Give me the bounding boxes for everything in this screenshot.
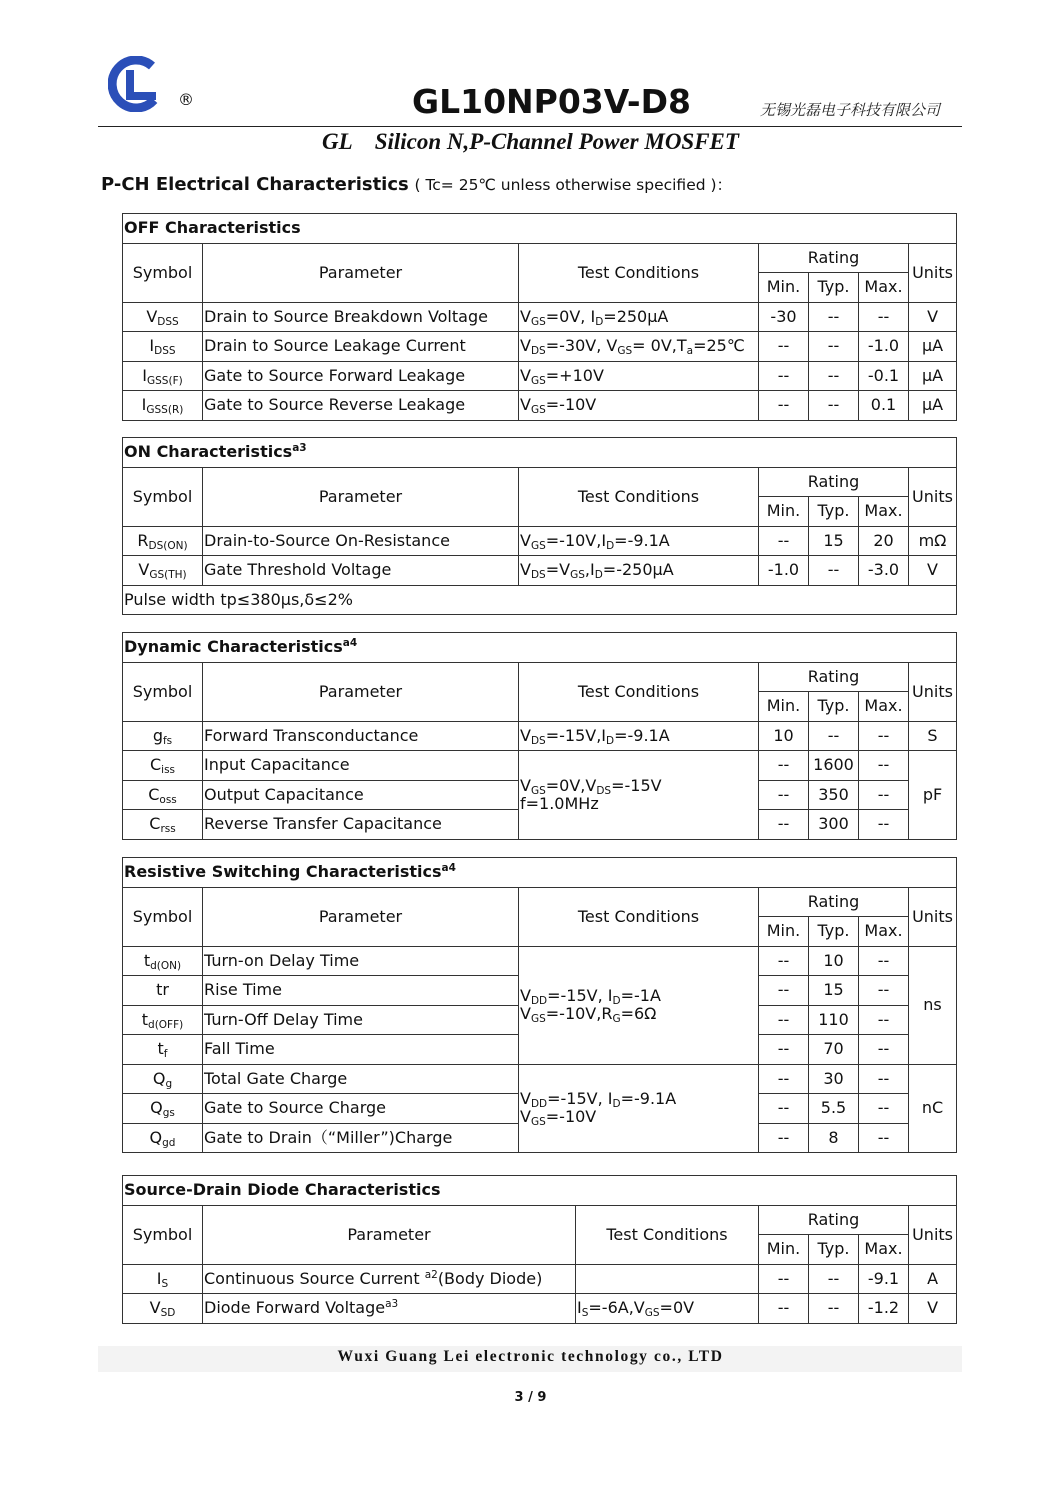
symbol-cell: $Q_g$ [123, 1064, 203, 1094]
min-cell: -- [759, 1294, 809, 1324]
col-max: Max. [859, 497, 909, 527]
min-cell: -- [759, 1005, 809, 1035]
col-typ: Typ. [809, 497, 859, 527]
table-title: OFF Characteristics [123, 214, 957, 244]
min-cell: 10 [759, 721, 809, 751]
symbol-cell: $t_{d(ON)}$ [123, 946, 203, 976]
condition-cell: $I_S=-6A,V_{GS}=0V$ [576, 1294, 759, 1324]
condition-cell: $V_{GS}=-10V,I_D=-9.1A$ [519, 526, 759, 556]
col-parameter: Parameter [203, 1205, 576, 1264]
min-cell: -- [759, 1123, 809, 1153]
min-cell: -- [759, 946, 809, 976]
parameter-cell: Gate to Source Reverse Leakage [203, 391, 519, 421]
max-cell: -9.1 [859, 1264, 909, 1294]
pulse-note: Pulse width tp≤380μs,δ≤2% [123, 585, 957, 615]
col-typ: Typ. [809, 692, 859, 722]
parameter-cell: Gate to Drain（“Miller”)Charge [203, 1123, 519, 1153]
symbol-cell: $I_{GSS(R)}$ [123, 391, 203, 421]
typ-cell: 110 [809, 1005, 859, 1035]
registered-mark: ® [178, 90, 194, 109]
company-name-cn: 无锡光磊电子科技有限公司 [760, 101, 941, 119]
col-max: Max. [859, 692, 909, 722]
col-test-conditions: Test Conditions [519, 243, 759, 302]
max-cell: -3.0 [859, 556, 909, 586]
symbol-cell: $Q_{gd}$ [123, 1123, 203, 1153]
typ-cell: -- [809, 1264, 859, 1294]
col-test-conditions: Test Conditions [519, 662, 759, 721]
switching-characteristics-table [122, 857, 957, 1153]
col-units: Units [909, 887, 957, 946]
symbol-cell: $V_{DSS}$ [123, 302, 203, 332]
min-cell: -- [759, 780, 809, 810]
typ-cell: 5.5 [809, 1094, 859, 1124]
max-cell: -- [859, 1094, 909, 1124]
symbol-cell: $I_S$ [123, 1264, 203, 1294]
table-title: Source-Drain Diode Characteristics [123, 1176, 957, 1206]
condition-cell: $V_{DD}=-15V$, $I_D=-1A$ $V_{GS}=-10V,R_G=6\Omega$ [519, 946, 759, 1064]
max-cell: -- [859, 1064, 909, 1094]
parameter-cell: Gate Threshold Voltage [203, 556, 519, 586]
min-cell: -- [759, 810, 809, 840]
unit-cell: S [909, 721, 957, 751]
symbol-cell: $Q_{gs}$ [123, 1094, 203, 1124]
unit-cell: mΩ [909, 526, 957, 556]
unit-cell: V [909, 556, 957, 586]
symbol-cell: $I_{DSS}$ [123, 332, 203, 362]
table-title: ON Characteristics$^{a3}$ [123, 438, 957, 468]
parameter-cell: Gate to Source Charge [203, 1094, 519, 1124]
parameter-cell: Input Capacitance [203, 751, 519, 781]
col-typ: Typ. [809, 1235, 859, 1265]
table-row [123, 361, 957, 391]
off-characteristics-table [122, 213, 957, 421]
symbol-cell: tr [123, 976, 203, 1006]
col-max: Max. [859, 1235, 909, 1265]
condition-cell: $V_{GS}=0V$, $I_D=250\mu A$ [519, 302, 759, 332]
symbol-cell: $C_{oss}$ [123, 780, 203, 810]
table-row [123, 1064, 957, 1094]
min-cell: -- [759, 361, 809, 391]
parameter-cell: Rise Time [203, 976, 519, 1006]
parameter-cell: Fall Time [203, 1035, 519, 1065]
min-cell: -- [759, 1094, 809, 1124]
typ-cell: -- [809, 721, 859, 751]
symbol-cell: $g_{fs}$ [123, 721, 203, 751]
col-test-conditions: Test Conditions [576, 1205, 759, 1264]
condition-cell [576, 1264, 759, 1294]
diode-characteristics-table [122, 1175, 957, 1324]
typ-cell: 350 [809, 780, 859, 810]
table-row [123, 302, 957, 332]
min-cell: -30 [759, 302, 809, 332]
symbol-cell: $R_{DS(ON)}$ [123, 526, 203, 556]
symbol-cell: $t_f$ [123, 1035, 203, 1065]
table-row [123, 721, 957, 751]
min-cell: -- [759, 332, 809, 362]
table-row [123, 391, 957, 421]
min-cell: -- [759, 751, 809, 781]
unit-cell: nC [909, 1064, 957, 1153]
typ-cell: 15 [809, 976, 859, 1006]
section-condition: ( Tc= 25℃ unless otherwise specified )： [414, 176, 733, 194]
table-row [123, 946, 957, 976]
header-divider [98, 126, 962, 127]
col-rating: Rating [759, 243, 909, 273]
footer-company: Wuxi Guang Lei electronic technology co., LTD [337, 1348, 724, 1365]
on-characteristics-table [122, 437, 957, 615]
typ-cell: -- [809, 361, 859, 391]
unit-cell: V [909, 1294, 957, 1324]
typ-cell: 70 [809, 1035, 859, 1065]
col-typ: Typ. [809, 917, 859, 947]
min-cell: -- [759, 391, 809, 421]
table-row [123, 1294, 957, 1324]
max-cell: 0.1 [859, 391, 909, 421]
parameter-cell: Gate to Source Forward Leakage [203, 361, 519, 391]
condition-cell: $V_{DS}=-30V$, $V_{GS}=$ $0V,T_a=25℃$ [519, 332, 759, 362]
table-row [123, 332, 957, 362]
max-cell: -- [859, 721, 909, 751]
table-title: Dynamic Characteristics$^{a4}$ [123, 633, 957, 663]
min-cell: -- [759, 1064, 809, 1094]
unit-cell: μA [909, 391, 957, 421]
parameter-cell: Forward Transconductance [203, 721, 519, 751]
parameter-cell: Reverse Transfer Capacitance [203, 810, 519, 840]
condition-cell: $V_{GS}=+10V$ [519, 361, 759, 391]
unit-cell: ns [909, 946, 957, 1064]
max-cell: 20 [859, 526, 909, 556]
col-parameter: Parameter [203, 243, 519, 302]
condition-cell: $V_{GS}=0V,V_{DS}=-15V$ f=1.0MHz [519, 751, 759, 840]
col-parameter: Parameter [203, 887, 519, 946]
parameter-cell: Turn-Off Delay Time [203, 1005, 519, 1035]
col-max: Max. [859, 917, 909, 947]
symbol-cell: $t_{d(OFF)}$ [123, 1005, 203, 1035]
col-parameter: Parameter [203, 662, 519, 721]
max-cell: -- [859, 1005, 909, 1035]
col-units: Units [909, 467, 957, 526]
gl-logo-icon [108, 56, 168, 112]
col-symbol: Symbol [123, 467, 203, 526]
dynamic-characteristics-table [122, 632, 957, 840]
typ-cell: 30 [809, 1064, 859, 1094]
unit-cell: pF [909, 751, 957, 840]
col-rating: Rating [759, 1205, 909, 1235]
unit-cell: V [909, 302, 957, 332]
subtitle-brand: GL [322, 129, 353, 154]
col-symbol: Symbol [123, 243, 203, 302]
symbol-cell: $V_{GS(TH)}$ [123, 556, 203, 586]
col-min: Min. [759, 497, 809, 527]
table-row [123, 751, 957, 781]
max-cell: -- [859, 1035, 909, 1065]
condition-cell: $V_{DS}=V_{GS},I_D=-250\mu A$ [519, 556, 759, 586]
product-subtitle [0, 129, 1061, 155]
parameter-cell: Total Gate Charge [203, 1064, 519, 1094]
parameter-cell: Drain-to-Source On-Resistance [203, 526, 519, 556]
condition-cell: $V_{DS}=-15V,I_D=-9.1A$ [519, 721, 759, 751]
typ-cell: -- [809, 332, 859, 362]
section-title: P-CH Electrical Characteristics [101, 174, 409, 195]
parameter-cell: Output Capacitance [203, 780, 519, 810]
typ-cell: 8 [809, 1123, 859, 1153]
page-number: 3 / 9 [514, 1390, 547, 1405]
col-min: Min. [759, 692, 809, 722]
typ-cell: -- [809, 302, 859, 332]
col-symbol: Symbol [123, 662, 203, 721]
max-cell: -- [859, 946, 909, 976]
col-typ: Typ. [809, 273, 859, 303]
min-cell: -- [759, 1035, 809, 1065]
table-row [123, 526, 957, 556]
max-cell: -- [859, 976, 909, 1006]
parameter-cell: Diode Forward Voltage$^{a3}$ [203, 1294, 576, 1324]
max-cell: -- [859, 751, 909, 781]
col-min: Min. [759, 1235, 809, 1265]
parameter-cell: Drain to Source Breakdown Voltage [203, 302, 519, 332]
max-cell: -- [859, 1123, 909, 1153]
col-min: Min. [759, 273, 809, 303]
max-cell: -1.2 [859, 1294, 909, 1324]
typ-cell: 15 [809, 526, 859, 556]
col-rating: Rating [759, 887, 909, 917]
typ-cell: -- [809, 391, 859, 421]
max-cell: -0.1 [859, 361, 909, 391]
typ-cell: 300 [809, 810, 859, 840]
col-symbol: Symbol [123, 887, 203, 946]
typ-cell: -- [809, 556, 859, 586]
col-symbol: Symbol [123, 1205, 203, 1264]
typ-cell: 1600 [809, 751, 859, 781]
min-cell: -- [759, 526, 809, 556]
min-cell: -1.0 [759, 556, 809, 586]
col-units: Units [909, 243, 957, 302]
typ-cell: 10 [809, 946, 859, 976]
parameter-cell: Turn-on Delay Time [203, 946, 519, 976]
table-row [123, 1264, 957, 1294]
condition-cell: $V_{DD}=-15V$, $I_D=-9.1A$ $V_{GS}=-10V$ [519, 1064, 759, 1153]
col-rating: Rating [759, 662, 909, 692]
section-heading [101, 173, 732, 195]
model-number: GL10NP03V-D8 [412, 82, 691, 121]
col-units: Units [909, 662, 957, 721]
min-cell: -- [759, 1264, 809, 1294]
max-cell: -- [859, 780, 909, 810]
parameter-cell: Continuous Source Current $^{a2}$(Body Diode) [203, 1264, 576, 1294]
typ-cell: -- [809, 1294, 859, 1324]
col-max: Max. [859, 273, 909, 303]
symbol-cell: $I_{GSS(F)}$ [123, 361, 203, 391]
unit-cell: A [909, 1264, 957, 1294]
col-test-conditions: Test Conditions [519, 467, 759, 526]
max-cell: -- [859, 810, 909, 840]
col-min: Min. [759, 917, 809, 947]
symbol-cell: $C_{rss}$ [123, 810, 203, 840]
symbol-cell: $V_{SD}$ [123, 1294, 203, 1324]
table-row [123, 556, 957, 586]
parameter-cell: Drain to Source Leakage Current [203, 332, 519, 362]
col-parameter: Parameter [203, 467, 519, 526]
col-rating: Rating [759, 467, 909, 497]
condition-cell: $V_{GS}=-10V$ [519, 391, 759, 421]
symbol-cell: $C_{iss}$ [123, 751, 203, 781]
subtitle-text: Silicon N,P-Channel Power MOSFET [374, 129, 739, 154]
table-title: Resistive Switching Characteristics$^{a4}$ [123, 858, 957, 888]
col-units: Units [909, 1205, 957, 1264]
max-cell: -- [859, 302, 909, 332]
unit-cell: μA [909, 361, 957, 391]
max-cell: -1.0 [859, 332, 909, 362]
col-test-conditions: Test Conditions [519, 887, 759, 946]
unit-cell: μA [909, 332, 957, 362]
min-cell: -- [759, 976, 809, 1006]
